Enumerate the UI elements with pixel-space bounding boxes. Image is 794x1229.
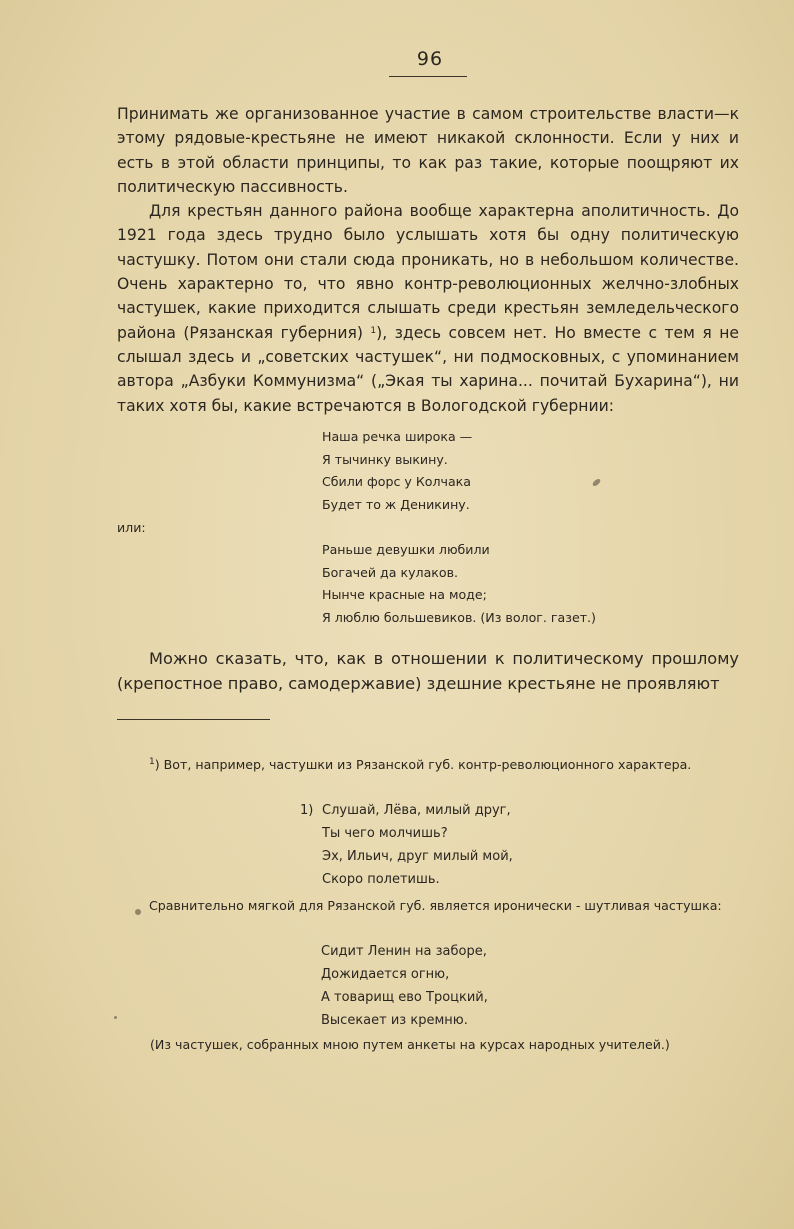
ink-speck [114, 1016, 117, 1019]
footnote-verse-1 [300, 799, 513, 891]
paragraph-1: Принимать же организованное участие в самом строительстве власти—к этому рядовые-крестьяне не имеют никакой склонности. Если у них и есть в этой области принципы, то как раз такие, которые поощряют их политическую пассивность. [117, 105, 739, 196]
verse-line: Сидит Ленин на заборе, [321, 944, 487, 959]
footnote-source: (Из частушек, собранных мною путем анкеты на курсах народных учителей.) [150, 1037, 670, 1052]
verse-line: Скоро полетишь. [322, 872, 440, 887]
paragraph-2 [117, 199, 739, 418]
ink-speck [591, 478, 601, 488]
footnote-1 [117, 755, 739, 775]
verse-line: Раньше девушки любили [322, 542, 490, 557]
closing-paragraph [117, 646, 739, 696]
verse-vologda-2 [322, 539, 596, 629]
paragraph-2-text-end: ), здесь совсем нет. Но вместе с тем я не слышал здесь и „советских частушек“, ни подмосковных, с упоминанием автора „Азбуки Коммунизма“ („Экая ты харина... почитай Бухарина“), ни таких хотя бы, какие встречаются в Вологодской губернии: [117, 323, 739, 415]
footnote-2-text: Сравнительно мягкой для Рязанской губ. является иронически - шутливая частушка: [149, 898, 722, 913]
verse-line: Я люблю большевиков. (Из волог. газет.) [322, 609, 596, 625]
verse-line: Эх, Ильич, друг милый мой, [322, 849, 513, 864]
page-number: 96 [416, 48, 444, 70]
verse-line: Богачей да кулаков. [322, 564, 459, 580]
verse-line-text: Слушай, Лёва, милый друг, [322, 803, 511, 818]
verse-vologda-1 [322, 426, 472, 516]
verse-line: Наша речка широка — [322, 429, 473, 444]
verse-number: 1) [300, 803, 314, 818]
verse-line: Нынче красные на моде; [322, 587, 487, 603]
verse-line: А товарищ ево Троцкий, [321, 990, 488, 1005]
verse-line: Сбили форс у Колчака [322, 474, 472, 490]
verse-line: Дожидается огню, [321, 967, 450, 982]
verse-line: Я тычинку выкину. [322, 451, 448, 467]
ink-speck [135, 909, 141, 915]
page-number-rule [389, 76, 467, 77]
verse-line: Будет то ж Деникину. [322, 496, 470, 512]
paragraph-2-text: Для крестьян данного района вообще характерна аполитичность. До 1921 года здесь трудно было услышать хотя бы одну политическую частушку. Потом они стали сюда проникать, но в небольшом количестве. Очень характерно то, что явно контр-революционных желчно-злобных частушек, какие приходится слышать среди крестьян земледельческого района (Рязанская губерния) [117, 202, 739, 342]
footnote-1-text: ) Вот, например, частушки из Рязанской губ. контр-революционного характера. [154, 757, 692, 772]
footnote-2 [117, 896, 739, 916]
footnote-ref-1: 1 [370, 325, 377, 336]
footnote-rule [117, 719, 270, 720]
closing-text: Можно сказать, что, как в отношении к политическому прошлому (крепостное право, самодержавие) здешние крестьяне не проявляют [117, 649, 739, 693]
verse-separator: или: [117, 520, 146, 535]
footnote-marker: 1 [149, 757, 155, 767]
footnote-1-paragraph [117, 755, 739, 775]
verse-line: Высекает из кремню. [321, 1013, 468, 1028]
verse-line: Ты чего молчишь? [322, 826, 448, 841]
verse-line [300, 799, 513, 822]
footnote-verse-2 [321, 940, 488, 1032]
main-text [117, 102, 739, 418]
